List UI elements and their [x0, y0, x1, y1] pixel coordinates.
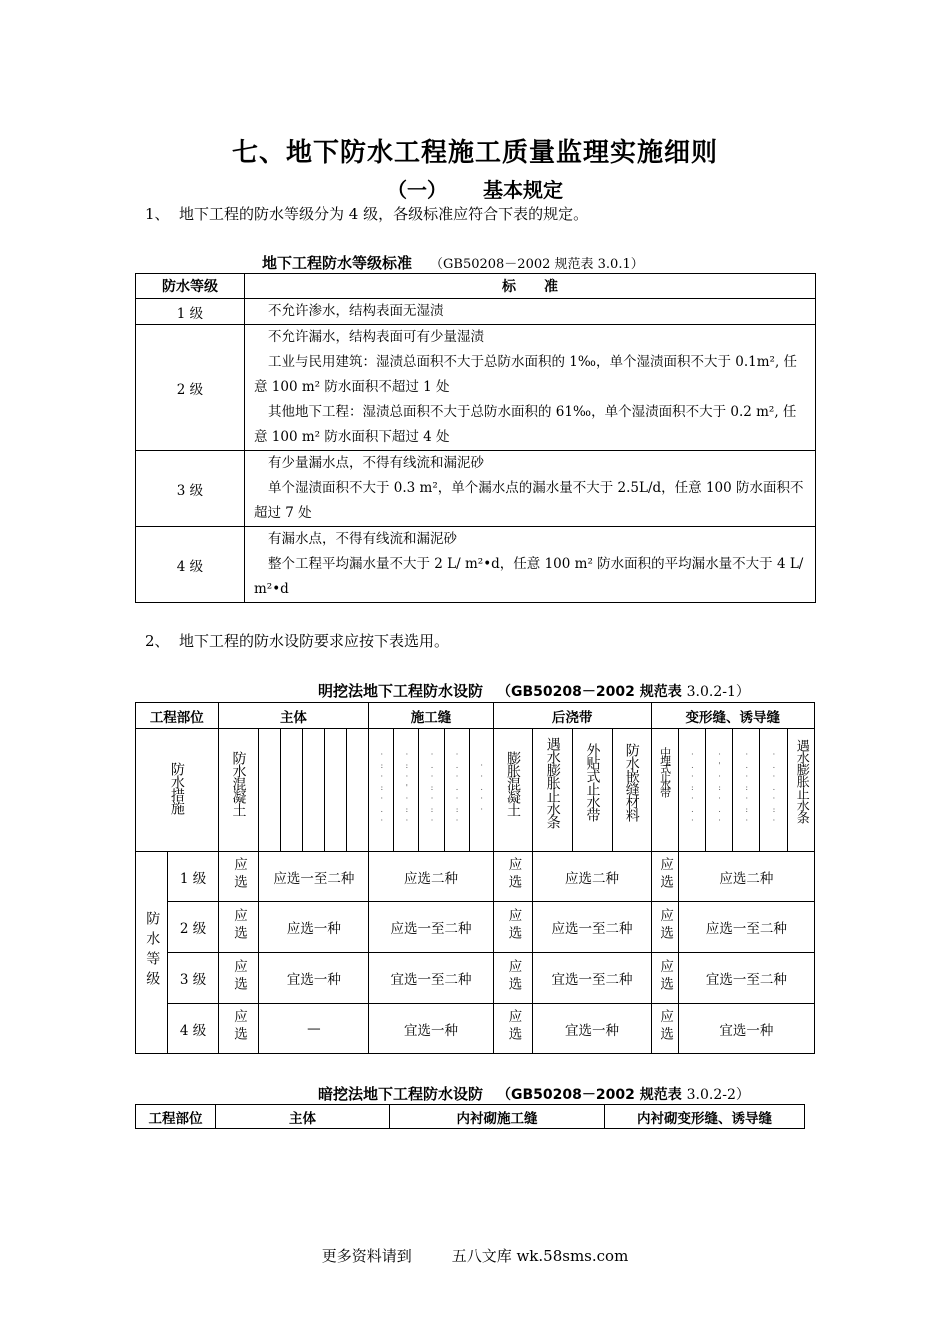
measures-row: [136, 729, 815, 852]
measure-cell: [325, 729, 347, 852]
faint-marks: ·:·:·.·: [377, 749, 387, 827]
should-text: 应选: [231, 857, 248, 892]
faint-marks: ·.·:·.·: [687, 749, 697, 827]
table1-ref: （GB50208－2002 规范表 3.0.1）: [430, 257, 644, 272]
measure-sealant: 防水嵌缝材料: [623, 743, 640, 821]
table3-ref-num: 3.0.2-2）: [686, 1087, 750, 1103]
main-cell: —: [259, 1004, 369, 1054]
measure-cell: [612, 729, 651, 852]
measures-label-cell: [136, 729, 219, 852]
grade-label: 防水等级: [144, 910, 161, 991]
header-standard: 标 准: [245, 274, 816, 299]
table-row: [136, 953, 815, 1004]
should-text: 应选: [231, 907, 248, 943]
measure-cell: [444, 729, 469, 852]
standard-line: 工业与民用建筑：湿渍总面积不大于总防水面积的 1‰，单个湿渍面积不大于 0.1m², 任意 100 m² 防水面积不超过 1 处: [254, 354, 798, 395]
table2-ref-num: 3.0.2-1）: [686, 684, 750, 700]
should-text: 应选: [657, 1009, 674, 1044]
should-text: 应选: [231, 958, 248, 994]
header-post-pour-strip: 后浇带: [493, 703, 651, 729]
main-cell: 宜选一种: [259, 953, 369, 1004]
standard-line: 有漏水点，不得有线流和漏泥砂: [268, 531, 457, 547]
table3-ref: （GB50208－2002 规范表: [497, 1087, 682, 1103]
paragraph-1: [145, 203, 588, 224]
mined-waterproof-table: [135, 1104, 805, 1129]
should-cell: [651, 902, 678, 953]
table-row: [136, 527, 816, 603]
should-cell: [493, 953, 533, 1004]
measure-cell: [533, 729, 573, 852]
section-label: 基本规定: [483, 178, 563, 202]
measure-cell: [469, 729, 493, 852]
table3-title: 暗挖法地下工程防水设防: [318, 1085, 484, 1103]
standard-line: 不允许渗水，结构表面无湿渍: [268, 303, 444, 319]
measure-cell: [651, 729, 678, 852]
standard-cell: [245, 299, 816, 325]
grade-cell: 2 级: [168, 902, 218, 953]
measure-cell: [760, 729, 787, 852]
should-text: 应选: [657, 857, 674, 892]
table2-ref: （GB50208－2002 规范表: [497, 684, 682, 700]
header-main: 主体: [216, 1105, 390, 1129]
standard-line: 有少量漏水点，不得有线流和漏泥砂: [268, 455, 484, 471]
faint-marks: ·.·:·:·: [427, 749, 437, 827]
should-text: 应选: [505, 1009, 522, 1044]
footer-left: 更多资料请到: [321, 1247, 412, 1265]
measure-cell: [369, 729, 394, 852]
standard-cell: [245, 325, 816, 451]
joint-cell: 宜选一至二种: [369, 953, 493, 1004]
standard-line: 其他地下工程：湿渍总面积不大于总防水面积的 61‰，单个湿渍面积不大于 0.2 m², 任意 100 m² 防水面积下超过 4 处: [254, 404, 797, 445]
table-header-row: [136, 703, 815, 729]
header-lining-deformation: 内衬砌变形缝、诱导缝: [605, 1105, 805, 1129]
standard-line: 整个工程平均漏水量不大于 2 L/ m²•d，任意 100 m² 防水面积的平均漏水量不大于 4 L/ m²•d: [254, 556, 804, 597]
waterproof-grade-table: [135, 273, 816, 603]
standard-line: 不允许漏水，结构表面可有少量湿渍: [268, 329, 484, 345]
paragraph-2: [145, 630, 449, 651]
section-number: （一）: [387, 178, 447, 202]
table1-caption: [262, 252, 644, 273]
should-cell: [651, 953, 678, 1004]
grade-label-cell: [136, 852, 168, 1054]
header-part: 工程部位: [136, 703, 219, 729]
measure-cell: [347, 729, 369, 852]
grade-cell: 2 级: [136, 325, 245, 451]
table-row: [136, 902, 815, 953]
measure-cell: [705, 729, 732, 852]
should-cell: [218, 953, 259, 1004]
measure-concrete: 防水混凝土: [230, 751, 247, 816]
header-grade: 防水等级: [136, 274, 245, 299]
header-main: 主体: [218, 703, 369, 729]
measure-embedded-waterstop: 中埋式止水带: [658, 747, 672, 795]
section-heading: [0, 174, 950, 203]
paragraph-text: 地下工程的防水等级分为 4 级，各级标准应符合下表的规定。: [179, 205, 589, 223]
header-deformation-joint: 变形缝、诱导缝: [651, 703, 814, 729]
measure-cell: [394, 729, 419, 852]
measure-cell: [678, 729, 705, 852]
measures-label: 防水措施: [168, 762, 185, 814]
main-cell: 应选一种: [259, 902, 369, 953]
should-text: 应选: [505, 907, 522, 943]
grade-cell: 3 级: [168, 953, 218, 1004]
should-cell: [651, 852, 678, 902]
table-row: [136, 325, 816, 451]
should-cell: [493, 902, 533, 953]
post-cell: 应选一至二种: [533, 902, 651, 953]
measure-cell: [733, 729, 760, 852]
joint-cell: 宜选一种: [369, 1004, 493, 1054]
should-cell: [651, 1004, 678, 1054]
faint-marks: ·'·:·.·: [715, 749, 725, 827]
paragraph-number: 1、: [145, 205, 170, 223]
standard-line: 单个湿渍面积不大于 0.3 m²，单个漏水点的漏水量不大于 2.5L/d，任意 100 防水面积不超过 7 处: [254, 480, 804, 521]
measure-cell: [573, 729, 613, 852]
post-cell: 宜选一至二种: [533, 953, 651, 1004]
measure-cell: [493, 729, 533, 852]
footer: [0, 1245, 950, 1266]
def-cell: 宜选一至二种: [678, 953, 814, 1004]
should-text: 应选: [657, 958, 674, 994]
faint-marks: ·.·.·:·: [452, 749, 462, 827]
measure-external-waterstop: 外贴式止水带: [584, 743, 601, 821]
paragraph-number: 2、: [145, 632, 170, 650]
grade-cell: 4 级: [168, 1004, 218, 1054]
footer-right: 五八文库 wk.58sms.com: [451, 1247, 629, 1265]
main-cell: 应选一至二种: [259, 852, 369, 902]
grade-cell: 1 级: [136, 299, 245, 325]
table1-title: 地下工程防水等级标准: [262, 254, 413, 272]
def-cell: 应选二种: [678, 852, 814, 902]
measure-swelling-strip: 遇水膨胀止水条: [544, 737, 561, 828]
table-row: [136, 451, 816, 527]
should-cell: [218, 1004, 259, 1054]
def-cell: 宜选一种: [678, 1004, 814, 1054]
measure-expansive-concrete: 膨胀混凝土: [505, 751, 522, 816]
should-cell: [493, 1004, 533, 1054]
standard-cell: [245, 527, 816, 603]
measure-cell: [303, 729, 325, 852]
def-cell: 应选一至二种: [678, 902, 814, 953]
table3-caption: [318, 1083, 750, 1104]
grade-cell: 3 级: [136, 451, 245, 527]
measure-cell: [787, 729, 814, 852]
header-construction-joint: 施工缝: [369, 703, 493, 729]
measure-swelling-strip-2: 遇水膨胀止水条: [793, 739, 809, 823]
page-title: 七、地下防水工程施工质量监理实施细则: [231, 138, 718, 168]
should-cell: [493, 852, 533, 902]
open-cut-waterproof-table: [135, 702, 815, 1054]
measure-cell: [281, 729, 303, 852]
table-row: [136, 852, 815, 902]
joint-cell: 应选二种: [369, 852, 493, 902]
should-cell: [218, 852, 259, 902]
table-header-row: [136, 1105, 805, 1129]
header-part: 工程部位: [136, 1105, 216, 1129]
post-cell: 宜选一种: [533, 1004, 651, 1054]
table-row: [136, 1004, 815, 1054]
header-lining-joint: 内衬砌施工缝: [390, 1105, 605, 1129]
table-header-row: [136, 274, 816, 299]
should-text: 应选: [231, 1009, 248, 1044]
table2-caption: [318, 680, 750, 701]
grade-cell: 1 级: [168, 852, 218, 902]
should-cell: [218, 902, 259, 953]
faint-marks: ··.··: [477, 760, 487, 816]
should-text: 应选: [657, 907, 674, 943]
table-row: [136, 299, 816, 325]
faint-marks: ·:·'·:·: [402, 749, 412, 827]
measure-cell: [259, 729, 281, 852]
should-text: 应选: [505, 958, 522, 994]
should-text: 应选: [505, 857, 522, 892]
faint-marks: ·.·.·:·: [769, 749, 779, 827]
standard-cell: [245, 451, 816, 527]
measure-cell: [218, 729, 259, 852]
measure-cell: [419, 729, 444, 852]
faint-marks: ·.·:·:·: [742, 749, 752, 827]
grade-cell: 4 级: [136, 527, 245, 603]
table2-title: 明挖法地下工程防水设防: [318, 682, 484, 700]
post-cell: 应选二种: [533, 852, 651, 902]
joint-cell: 应选一至二种: [369, 902, 493, 953]
paragraph-text: 地下工程的防水设防要求应按下表选用。: [179, 632, 450, 650]
